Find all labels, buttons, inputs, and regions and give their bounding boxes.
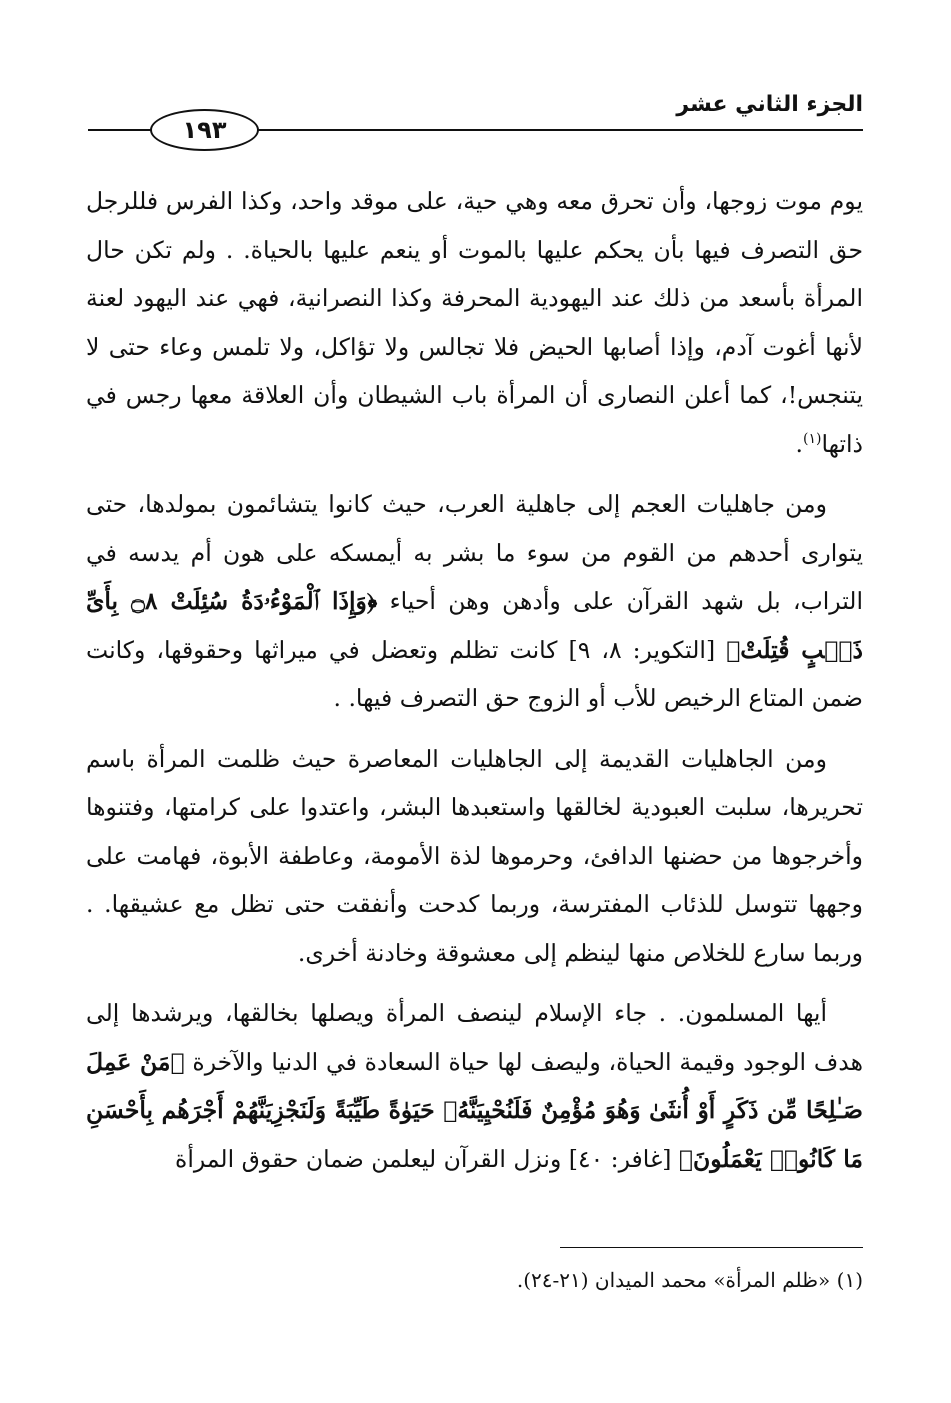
paragraph-3 — [86, 735, 863, 978]
paragraph-2 — [86, 480, 863, 723]
footnote: (١) «ظلم المرأة» محمد الميدان (٢١-٢٤). — [516, 1268, 863, 1292]
paragraph-4 — [86, 989, 863, 1183]
paragraph-text: ومن الجاهليات القديمة إلى الجاهليات المعاصرة حيث ظلمت المرأة باسم تحريرها، سلبت العبودية لخالقها واستعبدها البشر، واعتدوا على كرامتها، وفتنوها وأخرجوها من حضنها الدافئ، وحرموها لذة الأمومة، وعاطفة الأبوة، فهامت على وجهها تتوسل للذئاب المفترسة، وربما كدحت وأنفقت حتى تظل مع عشيقها. . وربما سارع للخلاص منها لينظم إلى معشوقة وخادنة أخرى. — [86, 744, 863, 967]
paragraph-text: ومن جاهليات العجم إلى جاهلية العرب، حيث كانوا يتشائمون بمولدها، حتى يتوارى أحدهم من القوم من سوء ما بشر به أيمسكه على هون أم يدسه في التراب، بل شهد القرآن على وأدهن وهن أحياء — [86, 490, 863, 615]
paragraph-tail: . — [795, 429, 803, 458]
footnote-marker: (١) — [803, 430, 822, 447]
paragraph-text: [غافر: ٤٠] ونزل القرآن ليعلمن ضمان حقوق المرأة — [175, 1144, 672, 1173]
page-number: ١٩٣ — [150, 109, 259, 151]
main-text — [86, 177, 863, 1195]
paragraph-1 — [86, 177, 863, 468]
paragraph-text: أيها المسلمون. . جاء الإسلام لينصف المرأة ويصلها بخالقها، ويرشدها إلى هدف الوجود وقيمة الحياة، وليصف لها حياة السعادة في الدنيا والآخرة — [86, 999, 863, 1076]
running-title: الجزء الثاني عشر — [676, 92, 863, 117]
paragraph-text: [التكوير: ٨، ٩] كانت تظلم وتعضل في ميراثها وحقوقها، وكانت ضمن المتاع الرخيص للأب أو الزوج حق التصرف فيها. . — [86, 635, 863, 712]
quran-verse: ﴿مَنْ عَمِلَ صَـٰلِحًا مِّن ذَكَرٍ أَوْ أُنثَىٰ وَهُوَ مُؤْمِنٌ فَلَنُحْيِيَنَّهُۥ حَيَوٰةً طَيِّبَةً وَلَنَجْزِيَنَّهُمْ أَجْرَهُم بِأَحْسَنِ مَا كَانُوا۟ يَعْمَلُونَ﴾ — [86, 1047, 863, 1173]
paragraph-text: يوم موت زوجها، وأن تحرق معه وهي حية، على موقد واحد، وكذا الفرس فللرجل حق التصرف فيها بأن يحكم عليها بالموت أو ينعم عليها بالحياة. . ولم تكن حال المرأة بأسعد من ذلك عند اليهودية المحرفة وكذا النصرانية، فهي عند اليهود لعنة لأنها أغوت آدم، وإذا أصابها الحيض فلا تجالس ولا تؤاكل، ولا تلمس وعاء حتى لا يتنجس!، كما أعلن النصارى أن المرأة باب الشيطان وأن العلاقة معها رجس في ذاتها — [86, 187, 863, 458]
quran-verse: ﴿وَإِذَا ٱلْمَوْءُۥدَةُ سُئِلَتْ ۝٨ بِأَىِّ ذَنۢبٍ قُتِلَتْ﴾ — [86, 587, 863, 664]
footnote-separator — [560, 1247, 863, 1248]
page-header — [88, 92, 863, 152]
